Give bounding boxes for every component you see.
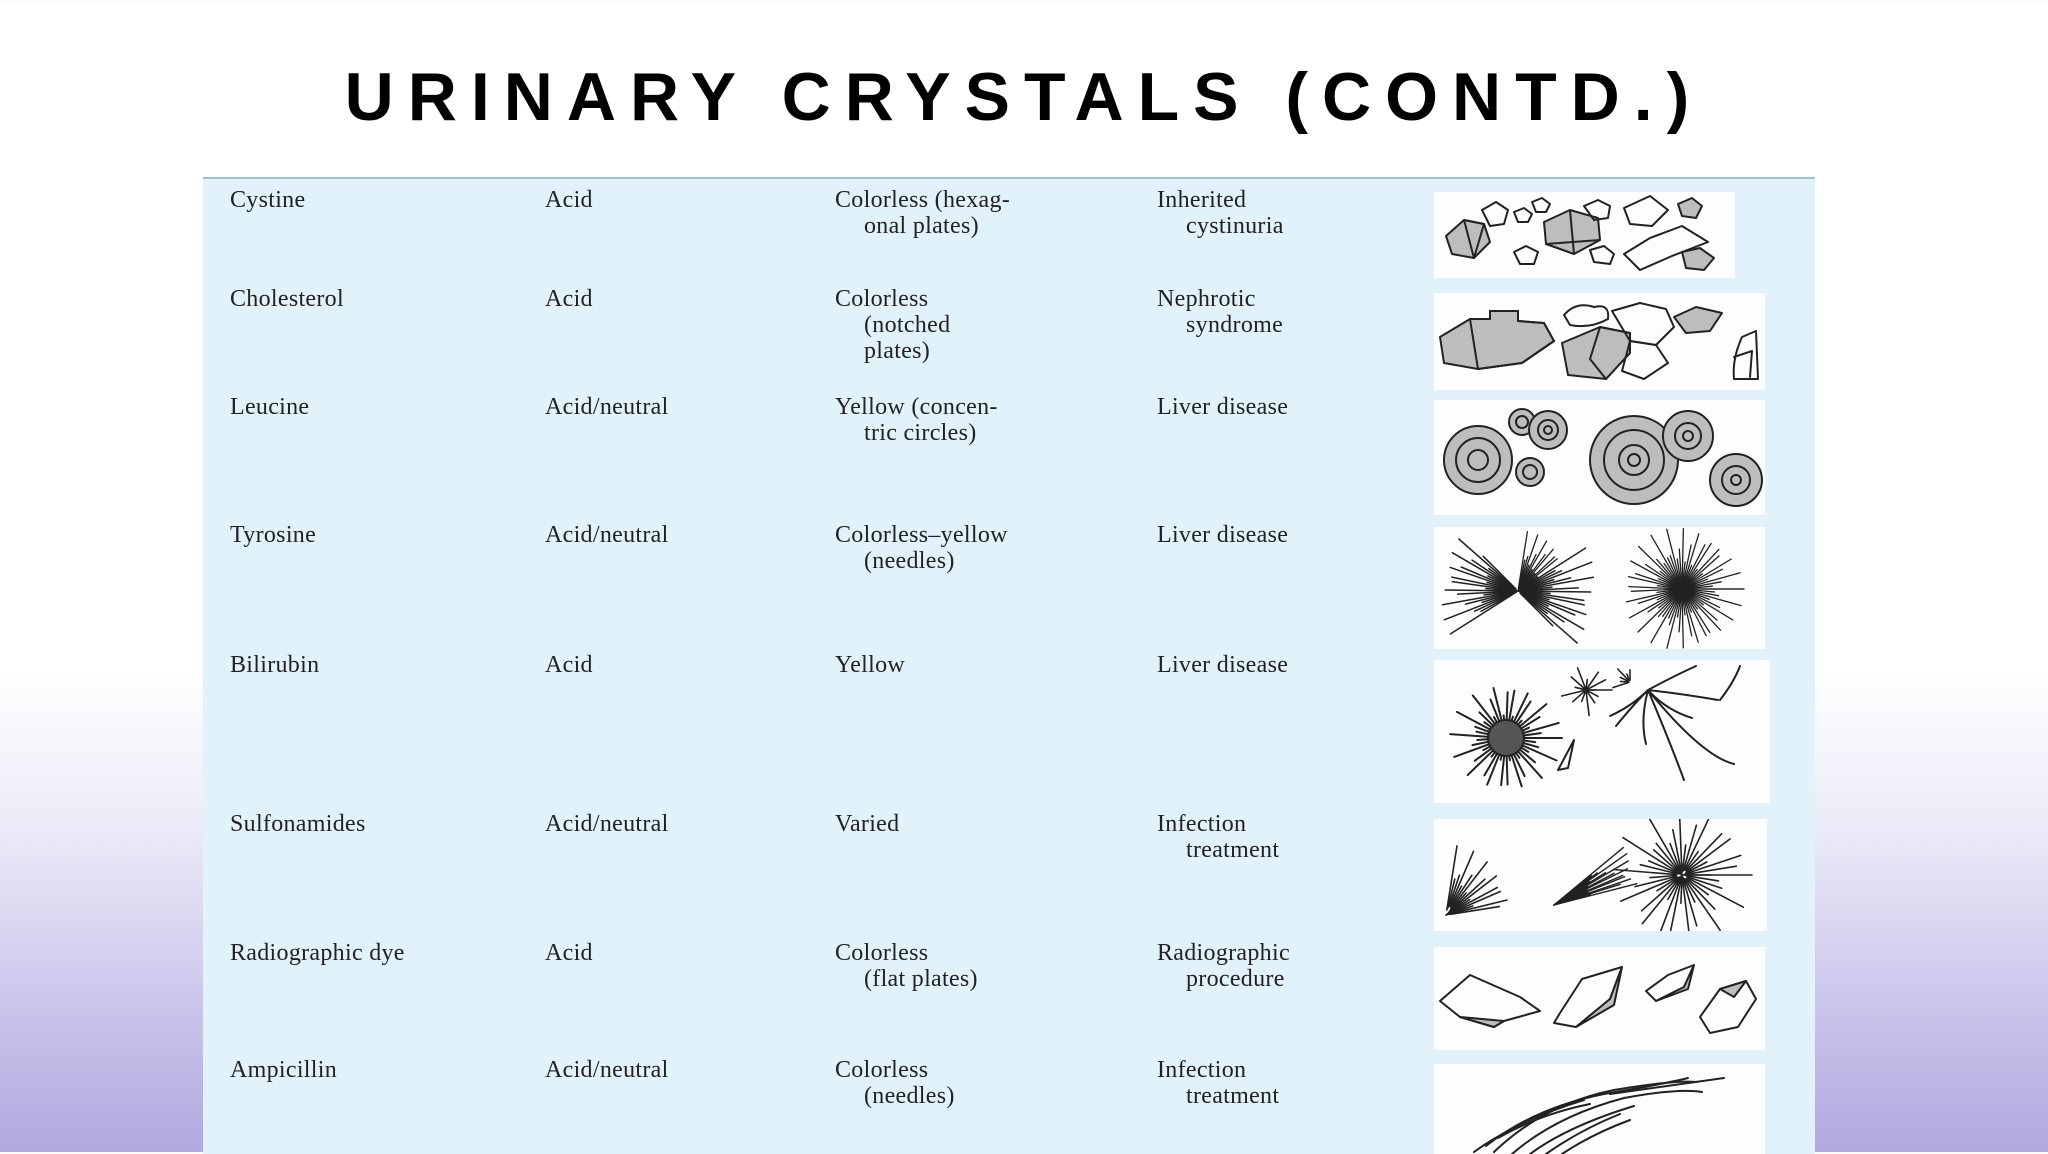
crystal-name: Cystine [230,187,306,213]
flat-plates-icon [1434,947,1765,1050]
hexagonal-plates-icon [1434,192,1735,278]
clinical-significance: Liver disease [1157,652,1289,678]
appearance: Yellow [835,652,906,678]
crystal-name: Bilirubin [230,652,320,678]
ph-value: Acid/neutral [545,811,669,837]
appearance: Yellow (concen- tric circles) [835,394,998,446]
needle-sheaves-icon [1434,527,1765,649]
spiky-clumps-icon [1434,660,1770,803]
ph-value: Acid/neutral [545,522,669,548]
crystal-name: Ampicillin [230,1057,337,1083]
appearance: Varied [835,811,900,837]
appearance: Colorless (needles) [835,1057,955,1109]
clinical-significance: Radiographic procedure [1157,940,1290,992]
concentric-circles-icon [1434,400,1765,515]
appearance: Colorless (flat plates) [835,940,978,992]
ph-value: Acid [545,187,593,213]
slide-title: URINARY CRYSTALS (CONTD.) [344,59,1704,135]
sheaf-rosette-icon [1434,819,1767,931]
notched-plates-icon [1434,293,1765,390]
ph-value: Acid [545,940,593,966]
clinical-significance: Nephrotic syndrome [1157,286,1284,338]
appearance: Colorless (notched plates) [835,286,951,364]
clinical-significance: Liver disease [1157,522,1289,548]
ph-value: Acid/neutral [545,1057,669,1083]
crystal-name: Leucine [230,394,310,420]
crystal-name: Tyrosine [230,522,317,548]
ph-value: Acid [545,652,593,678]
clinical-significance: Infection treatment [1157,1057,1280,1109]
ph-value: Acid [545,286,593,312]
clinical-significance: Inherited cystinuria [1157,187,1284,239]
crystal-name: Cholesterol [230,286,344,312]
crystal-name: Radiographic dye [230,940,405,966]
crystal-name: Sulfonamides [230,811,366,837]
ph-value: Acid/neutral [545,394,669,420]
crystal-table [203,177,1815,1154]
clinical-significance: Liver disease [1157,394,1289,420]
appearance: Colorless (hexag- onal plates) [835,187,1011,239]
long-needles-icon [1434,1064,1765,1154]
appearance: Colorless–yellow (needles) [835,522,1008,574]
clinical-significance: Infection treatment [1157,811,1280,863]
